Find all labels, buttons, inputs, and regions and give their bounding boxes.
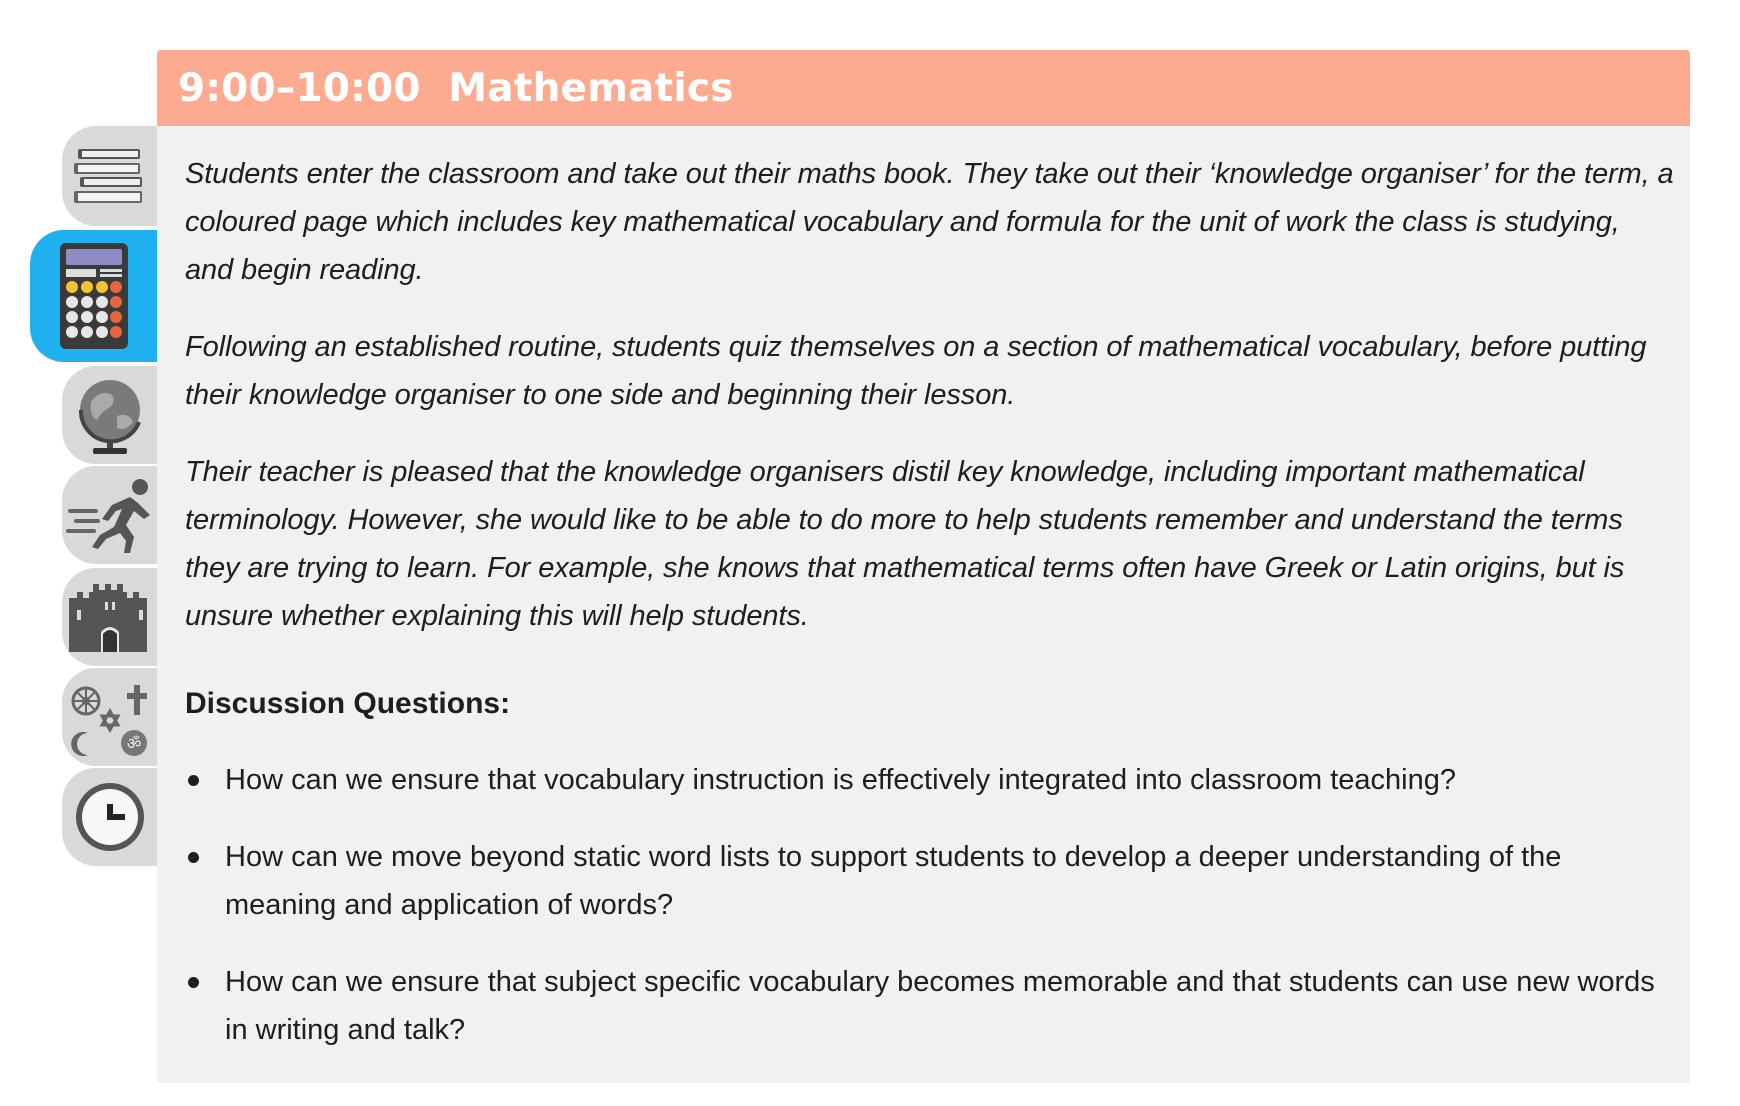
bullet-icon xyxy=(188,775,199,786)
tab-calculator[interactable] xyxy=(30,230,158,362)
globe-icon xyxy=(75,372,145,458)
list-item xyxy=(185,756,1675,804)
tab-religious-education[interactable] xyxy=(62,668,158,766)
tab-geography[interactable] xyxy=(62,366,158,464)
question-text: How can we ensure that vocabulary instruction is effectively integrated into classroom teaching? xyxy=(225,764,1456,796)
lesson-header xyxy=(157,50,1690,126)
tab-timetable[interactable] xyxy=(62,768,158,866)
clock-icon xyxy=(73,780,147,854)
bullet-icon xyxy=(188,852,199,863)
lesson-content xyxy=(185,150,1675,1054)
list-item xyxy=(185,958,1675,1054)
svg-text:ॐ: ॐ xyxy=(126,734,142,753)
scenario-paragraph: Their teacher is pleased that the knowledge organisers distil key knowledge, including important mathematical terminology. However, she would like to be able to do more to help students remember and understand the terms they are trying to learn. For example, she knows that mathematical terms often have Greek or Latin origins, but is unsure whether explaining this will help students. xyxy=(185,456,1625,632)
runner-icon xyxy=(64,475,156,555)
lesson-title: 9:00–10:00 Mathematics xyxy=(178,65,734,111)
calculator-icon xyxy=(58,241,130,351)
religion-symbols-icon xyxy=(68,675,152,759)
list-item xyxy=(185,833,1675,929)
question-text: How can we ensure that subject specific vocabulary becomes memorable and that students can use new words in writing and talk? xyxy=(225,966,1655,1046)
tab-books[interactable] xyxy=(62,126,158,226)
scenario-paragraph: Following an established routine, students quiz themselves on a section of mathematical vocabulary, before putting their knowledge organiser to one side and beginning their lesson. xyxy=(185,331,1647,411)
question-text: How can we move beyond static word lists to support students to develop a deeper understanding of the meaning and application of words? xyxy=(225,841,1562,921)
discussion-heading: Discussion Questions: xyxy=(185,687,511,720)
bullet-icon xyxy=(188,977,199,988)
discussion-questions-list xyxy=(185,756,1675,1054)
books-icon xyxy=(72,143,148,209)
castle-icon xyxy=(67,580,153,654)
tab-history[interactable] xyxy=(62,568,158,666)
tab-pe[interactable] xyxy=(62,466,158,564)
scenario-paragraph: Students enter the classroom and take out their maths book. They take out their ‘knowledge organiser’ for the term, a coloured page which includes key mathematical vocabulary and formula for the unit of work the class is studying, and begin reading. xyxy=(185,158,1674,286)
